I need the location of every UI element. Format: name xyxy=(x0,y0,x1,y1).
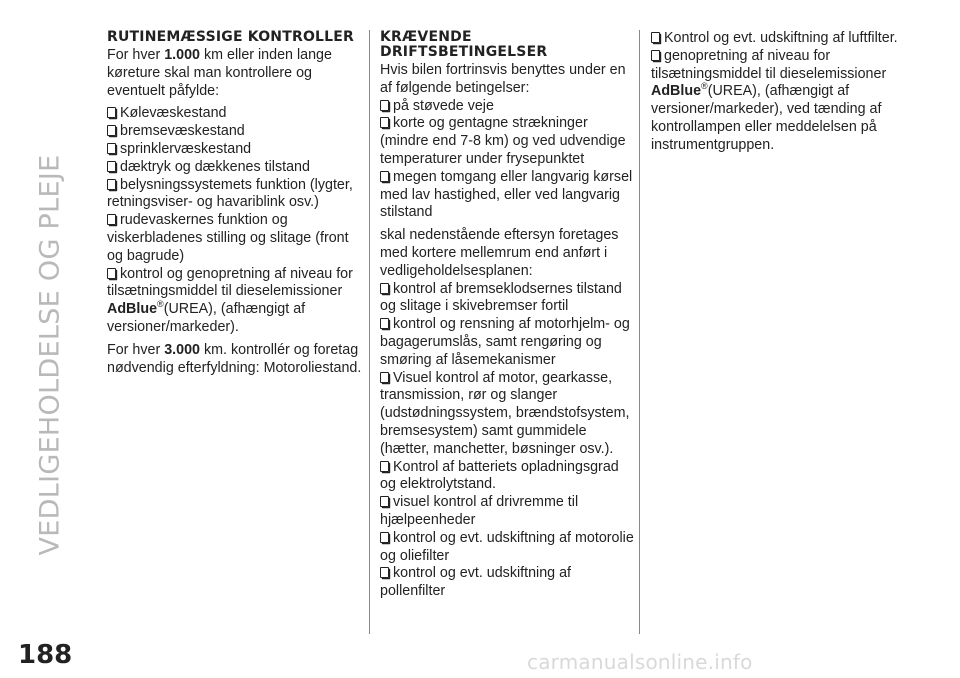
list-item: Kontrol af batteriets opladningsgrad og elektrolytstand. xyxy=(380,458,619,493)
adblue-paragraph: AdBlue®(UREA), (afhængigt af versioner/markeder), ved tænding af kontrollampen eller meddelelsen på instrumentgruppen. xyxy=(651,81,882,153)
list-item: kontrol og rensning af motorhjelm- og bagagerumslås, samt rengøring og smøring af låsemekanismer xyxy=(380,316,630,368)
list-item: megen tomgang eller langvarig kørsel med lav hastighed, eller ved langvarig stilstand xyxy=(380,168,633,221)
column-divider-1 xyxy=(369,30,370,634)
list-item: bremsevæskestand xyxy=(107,123,367,141)
checkbox-icon xyxy=(380,532,389,543)
checkbox-icon xyxy=(107,179,116,190)
checkbox-icon xyxy=(380,567,389,578)
checkbox-icon xyxy=(107,161,116,172)
checkbox-icon xyxy=(651,50,660,61)
checkbox-icon xyxy=(107,125,116,136)
column-divider-2 xyxy=(639,30,640,634)
list-item: korte og gentagne strækninger (mindre end 7-8 km) og ved udvendige temperaturer under frysepunktet xyxy=(380,115,626,167)
list-item: belysningssystemets funktion (lygter, retningsviser- og havariblink osv.) xyxy=(107,176,353,211)
checkbox-icon xyxy=(107,214,116,225)
column-routine-checks xyxy=(107,30,367,382)
checkbox-icon xyxy=(380,117,389,128)
heading-demanding-conditions: KRÆVENDE DRIFTSBETINGELSER xyxy=(380,29,548,60)
checkbox-icon xyxy=(380,461,389,472)
adblue-paragraph: AdBlue®(UREA), (afhængigt af versioner/markeder). xyxy=(107,299,306,335)
list-item: kontrol af bremseklodsernes tilstand og slitage i skivebremser fortil xyxy=(380,280,622,315)
km-value-1000: 1.000 xyxy=(164,47,200,63)
adblue-label: AdBlue xyxy=(107,301,158,318)
page-number: 188 xyxy=(18,640,73,670)
list-item: kontrol og evt. udskiftning af motorolie og oliefilter xyxy=(380,529,634,564)
list-item: dæktryk og dækkenes tilstand xyxy=(107,159,367,177)
list-item: genopretning af niveau for tilsætningsmiddel til dieselemissioner xyxy=(651,47,887,82)
list-item: visuel kontrol af drivremme til hjælpeenheder xyxy=(380,494,579,528)
column-demanding-conditions xyxy=(380,30,636,601)
middle-paragraph: skal nedenstående eftersyn foretages med kortere mellemrum end anført i vedligeholdelsesplanen: xyxy=(380,227,619,279)
list-item: Kontrol og evt. udskiftning af luftfilter. xyxy=(651,30,909,48)
list-item: kontrol og evt. udskiftning af pollenfilter xyxy=(380,565,572,600)
second-paragraph: For hver 3.000 km. kontrollér og foretag nødvendig efterfyldning: Motoroliestand. xyxy=(107,341,362,376)
checkbox-icon xyxy=(107,268,116,279)
checkbox-icon xyxy=(107,143,116,154)
side-section-title-text: VEDLIGEHOLDELSE OG PLEJE xyxy=(34,154,66,556)
list-item: sprinklervæskestand xyxy=(107,141,367,159)
list-item: Visuel kontrol af motor, gearkasse, transmission, rør og slanger (udstødningssystem, brændstofsystem, bremsesystem) samt gummidele (hætter, manchetter, bøsninger osv.). xyxy=(380,369,630,457)
watermark: carmanualsonline.info xyxy=(527,650,753,674)
checkbox-icon xyxy=(380,171,389,182)
column-continued xyxy=(651,30,909,160)
list-item: kontrol og genopretning af niveau for tilsætningsmiddel til dieselemissioner xyxy=(107,265,353,300)
list-item: Kølevæskestand xyxy=(107,105,367,123)
checkbox-icon xyxy=(380,100,389,111)
checkbox-icon xyxy=(651,32,660,43)
list-item: rudevaskernes funktion og viskerbladenes stilling og slitage (front og bagrude) xyxy=(107,212,349,264)
checkbox-icon xyxy=(380,318,389,329)
intro-paragraph: Hvis bilen fortrinsvis benyttes under en af følgende betingelser: xyxy=(380,62,626,96)
intro-paragraph: For hver 1.000 km eller inden lange køreture skal man kontrollere og eventuelt påfylde: xyxy=(107,47,332,99)
heading-routine-checks: RUTINEMÆSSIGE KONTROLLER xyxy=(107,29,355,45)
adblue-label: AdBlue xyxy=(651,83,702,100)
list-item: på støvede veje xyxy=(380,98,636,116)
checkbox-icon xyxy=(107,107,116,118)
checkbox-icon xyxy=(380,496,389,507)
checkbox-icon xyxy=(380,283,389,294)
checkbox-icon xyxy=(380,372,389,383)
km-value-3000: 3.000 xyxy=(164,341,200,358)
